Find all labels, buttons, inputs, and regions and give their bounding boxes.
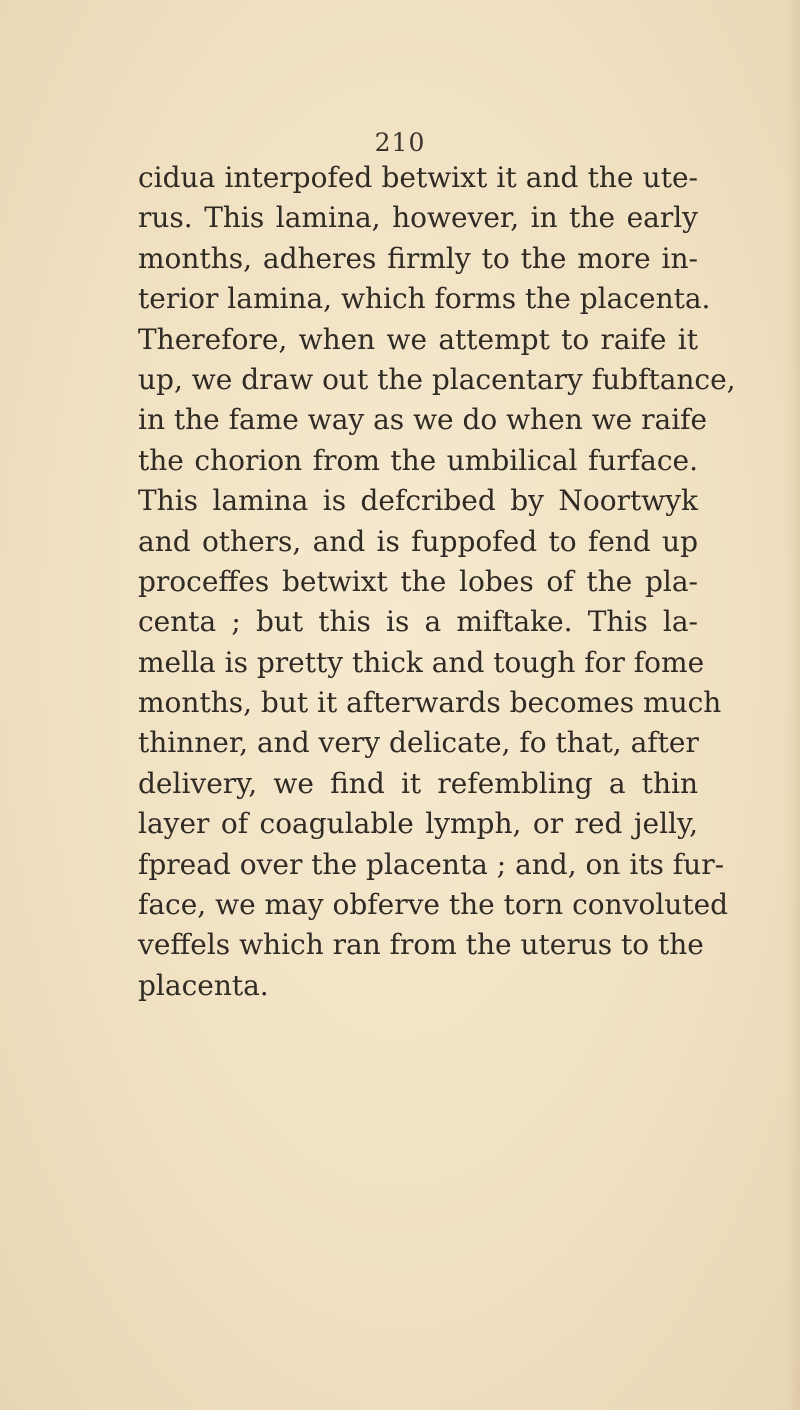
text-line: proceffes betwixt the lobes of the pla- xyxy=(138,564,698,598)
text-line: up, we draw out the placentary fubftance, xyxy=(138,362,736,396)
body-text xyxy=(138,158,736,1006)
text-line: months, adheres firmly to the more in- xyxy=(138,241,698,275)
text-line: centa ; but this is a miftake. This la- xyxy=(138,605,698,639)
text-line: This lamina is defcribed by Noortwyk xyxy=(138,484,698,518)
text-line: Therefore, when we attempt to raife it xyxy=(138,322,698,356)
text-line: mella is pretty thick and tough for fome xyxy=(138,645,705,679)
text-line: and others, and is fuppofed to fend up xyxy=(138,524,698,558)
text-line: the chorion from the umbilical furface. xyxy=(138,443,698,477)
text-line: months, but it afterwards becomes much xyxy=(138,686,722,720)
text-line: layer of coagulable lymph, or red jelly, xyxy=(138,807,698,841)
text-line: rus. This lamina, however, in the early xyxy=(138,201,698,235)
text-line: cidua interpofed betwixt it and the ute- xyxy=(138,161,698,194)
text-line: thinner, and very delicate, fo that, after xyxy=(138,726,699,760)
text-line: delivery, we find it refembling a thin xyxy=(138,766,698,800)
text-line: terior lamina, which forms the placenta. xyxy=(138,282,711,316)
text-line: face, we may obferve the torn convoluted xyxy=(138,888,729,922)
text-line-last: placenta. xyxy=(138,968,269,1002)
text-line: in the fame way as we do when we raife xyxy=(138,403,708,437)
page-edge-shadow xyxy=(786,0,800,1410)
text-line: veffels which ran from the uterus to the xyxy=(138,928,704,962)
page-number: 210 xyxy=(374,128,426,157)
text-line: fpread over the placenta ; and, on its fur- xyxy=(138,847,725,881)
